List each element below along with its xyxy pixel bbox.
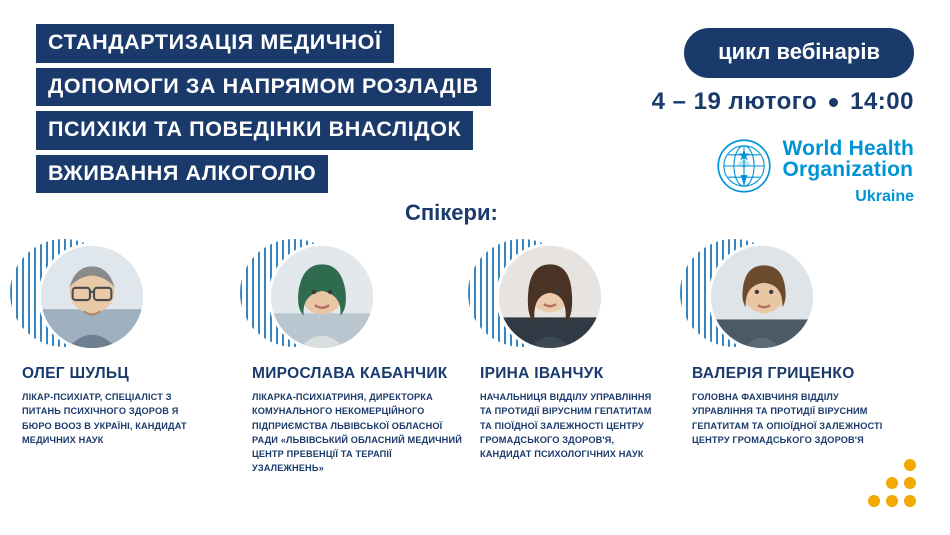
who-country-label: Ukraine [855, 187, 914, 205]
speakers-heading: Спікери: [405, 200, 498, 225]
who-line-1: World Health [782, 137, 914, 160]
dot-grid-icon [868, 459, 916, 507]
avatar [480, 243, 588, 351]
speaker-photo-icon [268, 243, 376, 351]
separator-dot-icon [829, 98, 838, 107]
webinar-series-badge: цикл вебінарів [684, 28, 914, 78]
title-line-4: ВЖИВАННЯ АЛКОГОЛЮ [36, 155, 328, 194]
avatar [252, 243, 360, 351]
speaker-card [22, 243, 252, 476]
event-date-time [652, 88, 914, 116]
title-line-3: ПСИХІКИ ТА ПОВЕДІНКИ ВНАСЛІДОК [36, 111, 473, 150]
avatar [22, 243, 130, 351]
speaker-name: ОЛЕГ ШУЛЬЦ [22, 365, 129, 382]
speaker-card [252, 243, 480, 476]
speaker-description: НАЧАЛЬНИЦЯ ВІДДІЛУ УПРАВЛІННЯ ТА ПРОТИДІЇ ВІРУСНИМ ГЕПАТИТАМ ТА ПІОЇДНОЇ ЗАЛЕЖНОСТІ ЦЕНТРУ ГРОМАДСЬКОГО ЗДОРОВ'Я, КАНДИДАТ ПСИХОЛОГІЧНИХ НАУК [480, 392, 652, 459]
speaker-description: ГОЛОВНА ФАХІВЧИНЯ ВІДДІЛУ УПРАВЛІННЯ ТА ПРОТИДІЇ ВІРУСНИМ ГЕПАТИТАМ ТА ОПІОЇДНОЇ ЗАЛЕЖНОСТІ ЦЕНТРУ ГРОМАДСЬКОГО ЗДОРОВ'Я [692, 392, 883, 445]
title-line-1: СТАНДАРТИЗАЦІЯ МЕДИЧНОЇ [36, 24, 394, 63]
avatar [692, 243, 800, 351]
who-emblem-icon [716, 138, 772, 194]
page-title [36, 24, 491, 193]
speaker-card [692, 243, 928, 476]
speaker-photo-icon [38, 243, 146, 351]
who-line-2: Organization [782, 158, 914, 182]
title-line-2: ДОПОМОГИ ЗА НАПРЯМОМ РОЗЛАДІВ [36, 68, 491, 107]
who-wordmark [782, 138, 914, 205]
speaker-name: МИРОСЛАВА КАБАНЧИК [252, 365, 448, 382]
speaker-name: ВАЛЕРІЯ ГРИЦЕНКО [692, 365, 855, 382]
who-logo [716, 138, 914, 205]
speaker-description: ЛІКАР-ПСИХІАТР, СПЕЦІАЛІСТ З ПИТАНЬ ПСИХІЧНОГО ЗДОРОВ Я БЮРО ВООЗ В УКРАЇНІ, КАНДИДАТ МЕДИЧНИХ НАУК [22, 392, 187, 445]
event-date: 4 – 19 лютого [651, 88, 818, 115]
speaker-name: ІРИНА ІВАНЧУК [480, 365, 604, 382]
speaker-card [480, 243, 692, 476]
speakers-list [22, 243, 928, 476]
event-time: 14:00 [850, 88, 914, 115]
speaker-photo-icon [496, 243, 604, 351]
speaker-photo-icon [708, 243, 816, 351]
speaker-description: ЛІКАРКА-ПСИХІАТРИНЯ, ДИРЕКТОРКА КОМУНАЛЬНОГО НЕКОМЕРЦІЙНОГО ПІДПРИЄМСТВА ЛЬВІВСЬКОЇ ОБЛАСНОЇ РАДИ «ЛЬВІВСЬКИЙ ОБЛАСНИЙ МЕДИЧНИЙ ЦЕНТР ПРЕВЕНЦІЇ ТА ТЕРАПІЇ УЗАЛЕЖНЕНЬ» [252, 392, 462, 474]
